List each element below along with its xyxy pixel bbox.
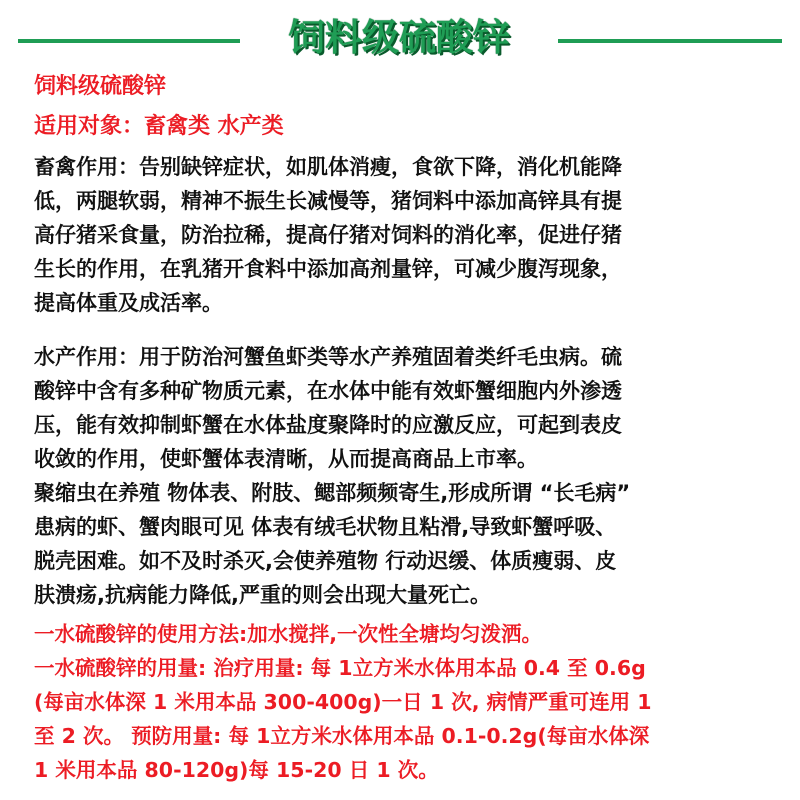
aquatic-effect-section <box>34 340 800 612</box>
aquatic-line: 酸锌中含有多种矿物质元素，在水体中能有效虾蟹细胞内外渗透 <box>34 379 622 403</box>
aquatic-line: 聚缩虫在养殖 物体表、附肢、鳃部频频寄生,形成所谓 “长毛病” <box>34 481 631 505</box>
usage-line: 一水硫酸锌的用量: 治疗用量: 每 1立方米水体用本品 0.4 至 0.6g <box>34 656 646 680</box>
aquatic-line: 压，能有效抑制虾蟹在水体盐度聚降时的应激反应，可起到表皮 <box>34 413 622 437</box>
product-name: 饲料级硫酸锌 <box>34 74 167 99</box>
aquatic-line: 收敛的作用，使虾蟹体表清晰，从而提高商品上市率。 <box>34 447 538 471</box>
livestock-line: 提高体重及成活率。 <box>34 291 223 315</box>
usage-line: (每亩水体深 1 米用本品 300-400g)一日 1 次, 病情严重可连用 1 <box>34 690 652 714</box>
aquatic-line: 肤溃疡,抗病能力降低,严重的则会出现大量死亡。 <box>34 583 491 607</box>
usage-line: 至 2 次。 预防用量: 每 1立方米水体用本品 0.1-0.2g(每亩水体深 <box>34 724 650 748</box>
livestock-line: 畜禽作用：告别缺锌症状，如肌体消瘦，食欲下降，消化机能降 <box>34 155 622 179</box>
usage-line: 一水硫酸锌的使用方法:加水搅拌,一次性全塘均匀泼洒。 <box>34 622 542 646</box>
livestock-line: 低，两腿软弱，精神不振生长减慢等，猪饲料中添加高锌具有提 <box>34 189 622 213</box>
aquatic-line: 水产作用：用于防治河蟹鱼虾类等水产养殖固着类纤毛虫病。硫 <box>34 345 622 369</box>
target-audience: 适用对象：畜禽类 水产类 <box>34 114 284 139</box>
banner-title: 饲料级硫酸锌 <box>288 16 510 59</box>
header-left-rule <box>18 39 240 43</box>
usage-section <box>34 617 800 787</box>
header-right-rule <box>558 39 782 43</box>
livestock-line: 生长的作用，在乳猪开食料中添加高剂量锌，可减少腹泻现象， <box>34 257 622 281</box>
livestock-effect-section <box>34 150 800 320</box>
livestock-line: 高仔猪采食量，防治拉稀，提高仔猪对饲料的消化率，促进仔猪 <box>34 223 622 247</box>
aquatic-line: 患病的虾、蟹肉眼可见 体表有绒毛状物且粘滑,导致虾蟹呼吸、 <box>34 515 617 539</box>
aquatic-line: 脱壳困难。如不及时杀灭,会使养殖物 行动迟缓、体质瘦弱、皮 <box>34 549 617 573</box>
usage-line: 1 米用本品 80-120g)每 15-20 日 1 次。 <box>34 758 439 782</box>
